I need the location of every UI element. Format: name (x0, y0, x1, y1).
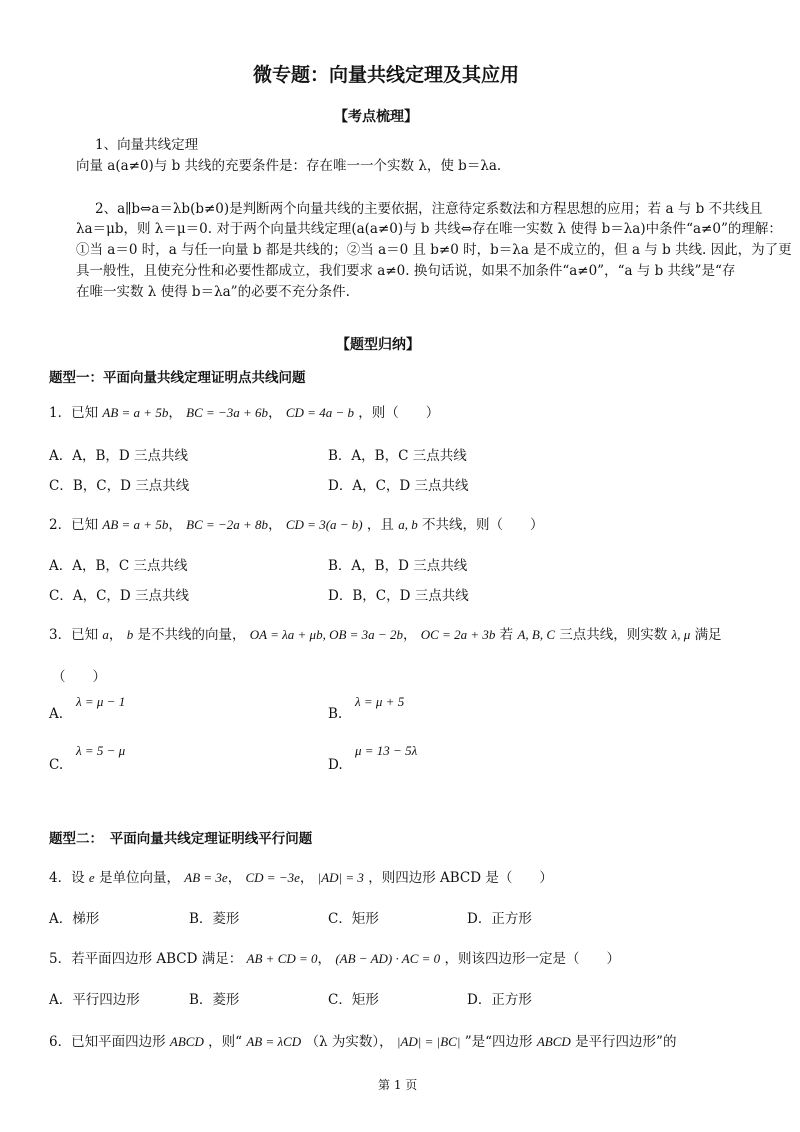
q3-expr-abc: A, B, C (517, 627, 556, 642)
q3-option-d-label: D. (328, 757, 343, 773)
q2-expr-ab-vectors: a, b (398, 517, 418, 532)
question-1-stem: 1．已知 AB = a + 5b， BC = −3a + 6b， CD = 4a − b ，则（ ） (49, 405, 440, 421)
q6-expr-abs: |AD| = |BC| (396, 1034, 461, 1049)
q2-expr-bc: BC = −2a + 8b (186, 517, 269, 532)
q3-mid3: 三点共线，则实数 (559, 627, 668, 643)
q6-expr-ab-lambda-cd: AB = λCD (246, 1034, 302, 1049)
q1-stem-a: 1．已知 (49, 405, 99, 421)
q3-stem-b: 满足 (694, 627, 722, 643)
theory-p2-line5: 在唯一实数 λ 使得 b＝λa”的必要不充分条件. (76, 284, 350, 300)
q1-option-c: C．B，C，D 三点共线 (49, 478, 190, 494)
q4-expr-cd: CD = −3e (245, 870, 300, 885)
q5-option-a: A．平行四边形 (49, 992, 140, 1008)
q1-stem-b: ，则（ ） (358, 405, 440, 421)
q4-option-d: D．正方形 (467, 911, 532, 927)
q1-option-d: D．A，C，D 三点共线 (328, 478, 469, 494)
type1-heading: 题型一：平面向量共线定理证明点共线问题 (49, 370, 306, 386)
q2-mid: ，且 (366, 517, 394, 533)
q1-expr-bc: BC = −3a + 6b (186, 405, 269, 420)
q4-stem-b: ，则四边形 ABCD 是（ ） (368, 870, 553, 886)
q4-option-b: B．菱形 (189, 911, 240, 927)
q3-expr-lambda-mu: λ, μ (671, 627, 691, 642)
q4-option-a: A．梯形 (49, 911, 100, 927)
q3-option-a-expr: λ = μ − 1 (76, 694, 126, 709)
theory-p2-line3: ①当 a＝0 时，a 与任一向量 b 都是共线的；②当 a＝0 且 b≠0 时，b＝λa 是不成立的，但 a 与 b 共线. 因此，为了更 (76, 242, 792, 258)
q2-option-c: C．A，C，D 三点共线 (49, 588, 190, 604)
q6-mid2: （λ 为实数）， (305, 1034, 393, 1050)
theory-p2-line1: 2、a∥b⇔a＝λb(b≠0)是判断两个向量共线的主要依据，注意待定系数法和方程思想的应用；若 a 与 b 不共线且 (95, 201, 763, 217)
q2-expr-cd: CD = 3(a − b) (285, 517, 363, 532)
question-3-stem: 3．已知 a， b 是不共线的向量， OA = λa + μb, OB = 3a − 2b， OC = 2a + 3b 若 A, B, C 三点共线，则实数 λ, μ 满足 (49, 627, 722, 643)
section-heading-kaodian: 【考点梳理】 (334, 109, 418, 125)
q3-mid2: 若 (499, 627, 514, 643)
q1-option-a: A．A，B，D 三点共线 (49, 448, 189, 464)
q3-answer-paren: （ ） (52, 669, 106, 685)
q2-stem-a: 2．已知 (49, 517, 99, 533)
q3-expr-oa-ob: OA = λa + μb, OB = 3a − 2b (249, 627, 403, 642)
q4-expr-e: e (88, 870, 95, 885)
q5-stem-a: 5．若平面四边形 ABCD 满足： (49, 951, 243, 967)
q4-expr-ad: |AD| = 3 (317, 870, 364, 885)
q3-option-b-label: B. (328, 706, 343, 722)
q3-option-c-label: C. (49, 757, 64, 773)
q2-option-b: B．A，B，D 三点共线 (328, 558, 468, 574)
q2-expr-ab: AB = a + 5b (102, 517, 169, 532)
q3-expr-a: a (102, 627, 109, 642)
q1-option-b: B．A，B，C 三点共线 (328, 448, 467, 464)
question-5-stem: 5．若平面四边形 ABCD 满足： AB + CD = 0， (AB − AD) · AC = 0 ，则该四边形一定是（ ） (49, 951, 620, 967)
section-heading-tixing: 【题型归纳】 (336, 337, 420, 353)
q2-option-d: D．B，C，D 三点共线 (328, 588, 469, 604)
q5-option-c: C．矩形 (328, 992, 379, 1008)
q5-option-b: B．菱形 (189, 992, 240, 1008)
q3-option-b-expr: λ = μ + 5 (355, 694, 405, 709)
theory-p1-heading: 1、向量共线定理 (95, 137, 199, 153)
q4-option-c: C．矩形 (328, 911, 379, 927)
type2-heading: 题型二： 平面向量共线定理证明线平行问题 (49, 831, 313, 847)
q4-stem-a: 4．设 (49, 870, 85, 886)
q3-option-c-expr: λ = 5 − μ (76, 743, 126, 758)
q6-expr-abcd-2: ABCD (536, 1034, 571, 1049)
q6-mid1: ，则“ (208, 1034, 243, 1050)
q6-stem-a: 6．已知平面四边形 (49, 1034, 166, 1050)
theory-p2-line2: λa＝μb，则 λ＝μ＝0. 对于两个向量共线定理(a(a≠0)与 b 共线⇔存在唯一实数 λ 使得 b＝λa)中条件“a≠0”的理解： (76, 221, 782, 237)
q3-mid1: 是不共线的向量， (137, 627, 246, 643)
q6-mid3: ”是“四边形 (464, 1034, 533, 1050)
q4-expr-ab: AB = 3e (184, 870, 228, 885)
page-title: 微专题：向量共线定理及其应用 (253, 64, 520, 86)
question-6-stem (49, 1030, 676, 1050)
q3-stem-a: 3．已知 (49, 627, 99, 643)
question-2-stem: 2．已知 AB = a + 5b， BC = −2a + 8b， CD = 3(a − b) ，且 a, b 不共线，则（ ） (49, 517, 544, 533)
q2-stem-b: 不共线，则（ ） (422, 517, 544, 533)
theory-p2-line4: 具一般性，且使充分性和必要性都成立，我们要求 a≠0. 换句话说，如果不加条件“a≠0”，“a 与 b 共线”是“存 (76, 263, 736, 279)
q5-stem-b: ，则该四边形一定是（ ） (444, 951, 620, 967)
q1-expr-ab: AB = a + 5b (102, 405, 169, 420)
q5-option-d: D．正方形 (467, 992, 532, 1008)
q4-mid1: 是单位向量， (98, 870, 180, 886)
q3-option-a-label: A. (49, 706, 64, 722)
q5-expr-sum: AB + CD = 0 (246, 951, 318, 966)
q2-option-a: A．A，B，C 三点共线 (49, 558, 188, 574)
q3-expr-b: b (126, 627, 134, 642)
theory-p1-body: 向量 a(a≠0)与 b 共线的充要条件是：存在唯一一个实数 λ，使 b＝λa. (76, 158, 502, 174)
q3-expr-oc: OC = 2a + 3b (420, 627, 496, 642)
page-number: 第 1 页 (378, 1078, 418, 1092)
q6-expr-abcd: ABCD (169, 1034, 204, 1049)
q3-option-d-expr: μ = 13 − 5λ (355, 743, 418, 758)
question-4-stem: 4．设 e 是单位向量， AB = 3e， CD = −3e， |AD| = 3 ，则四边形 ABCD 是（ ） (49, 870, 553, 886)
q6-stem-b: 是平行四边形”的 (575, 1034, 677, 1050)
q1-expr-cd: CD = 4a − b (285, 405, 354, 420)
q5-expr-dot: (AB − AD) · AC = 0 (335, 951, 441, 966)
